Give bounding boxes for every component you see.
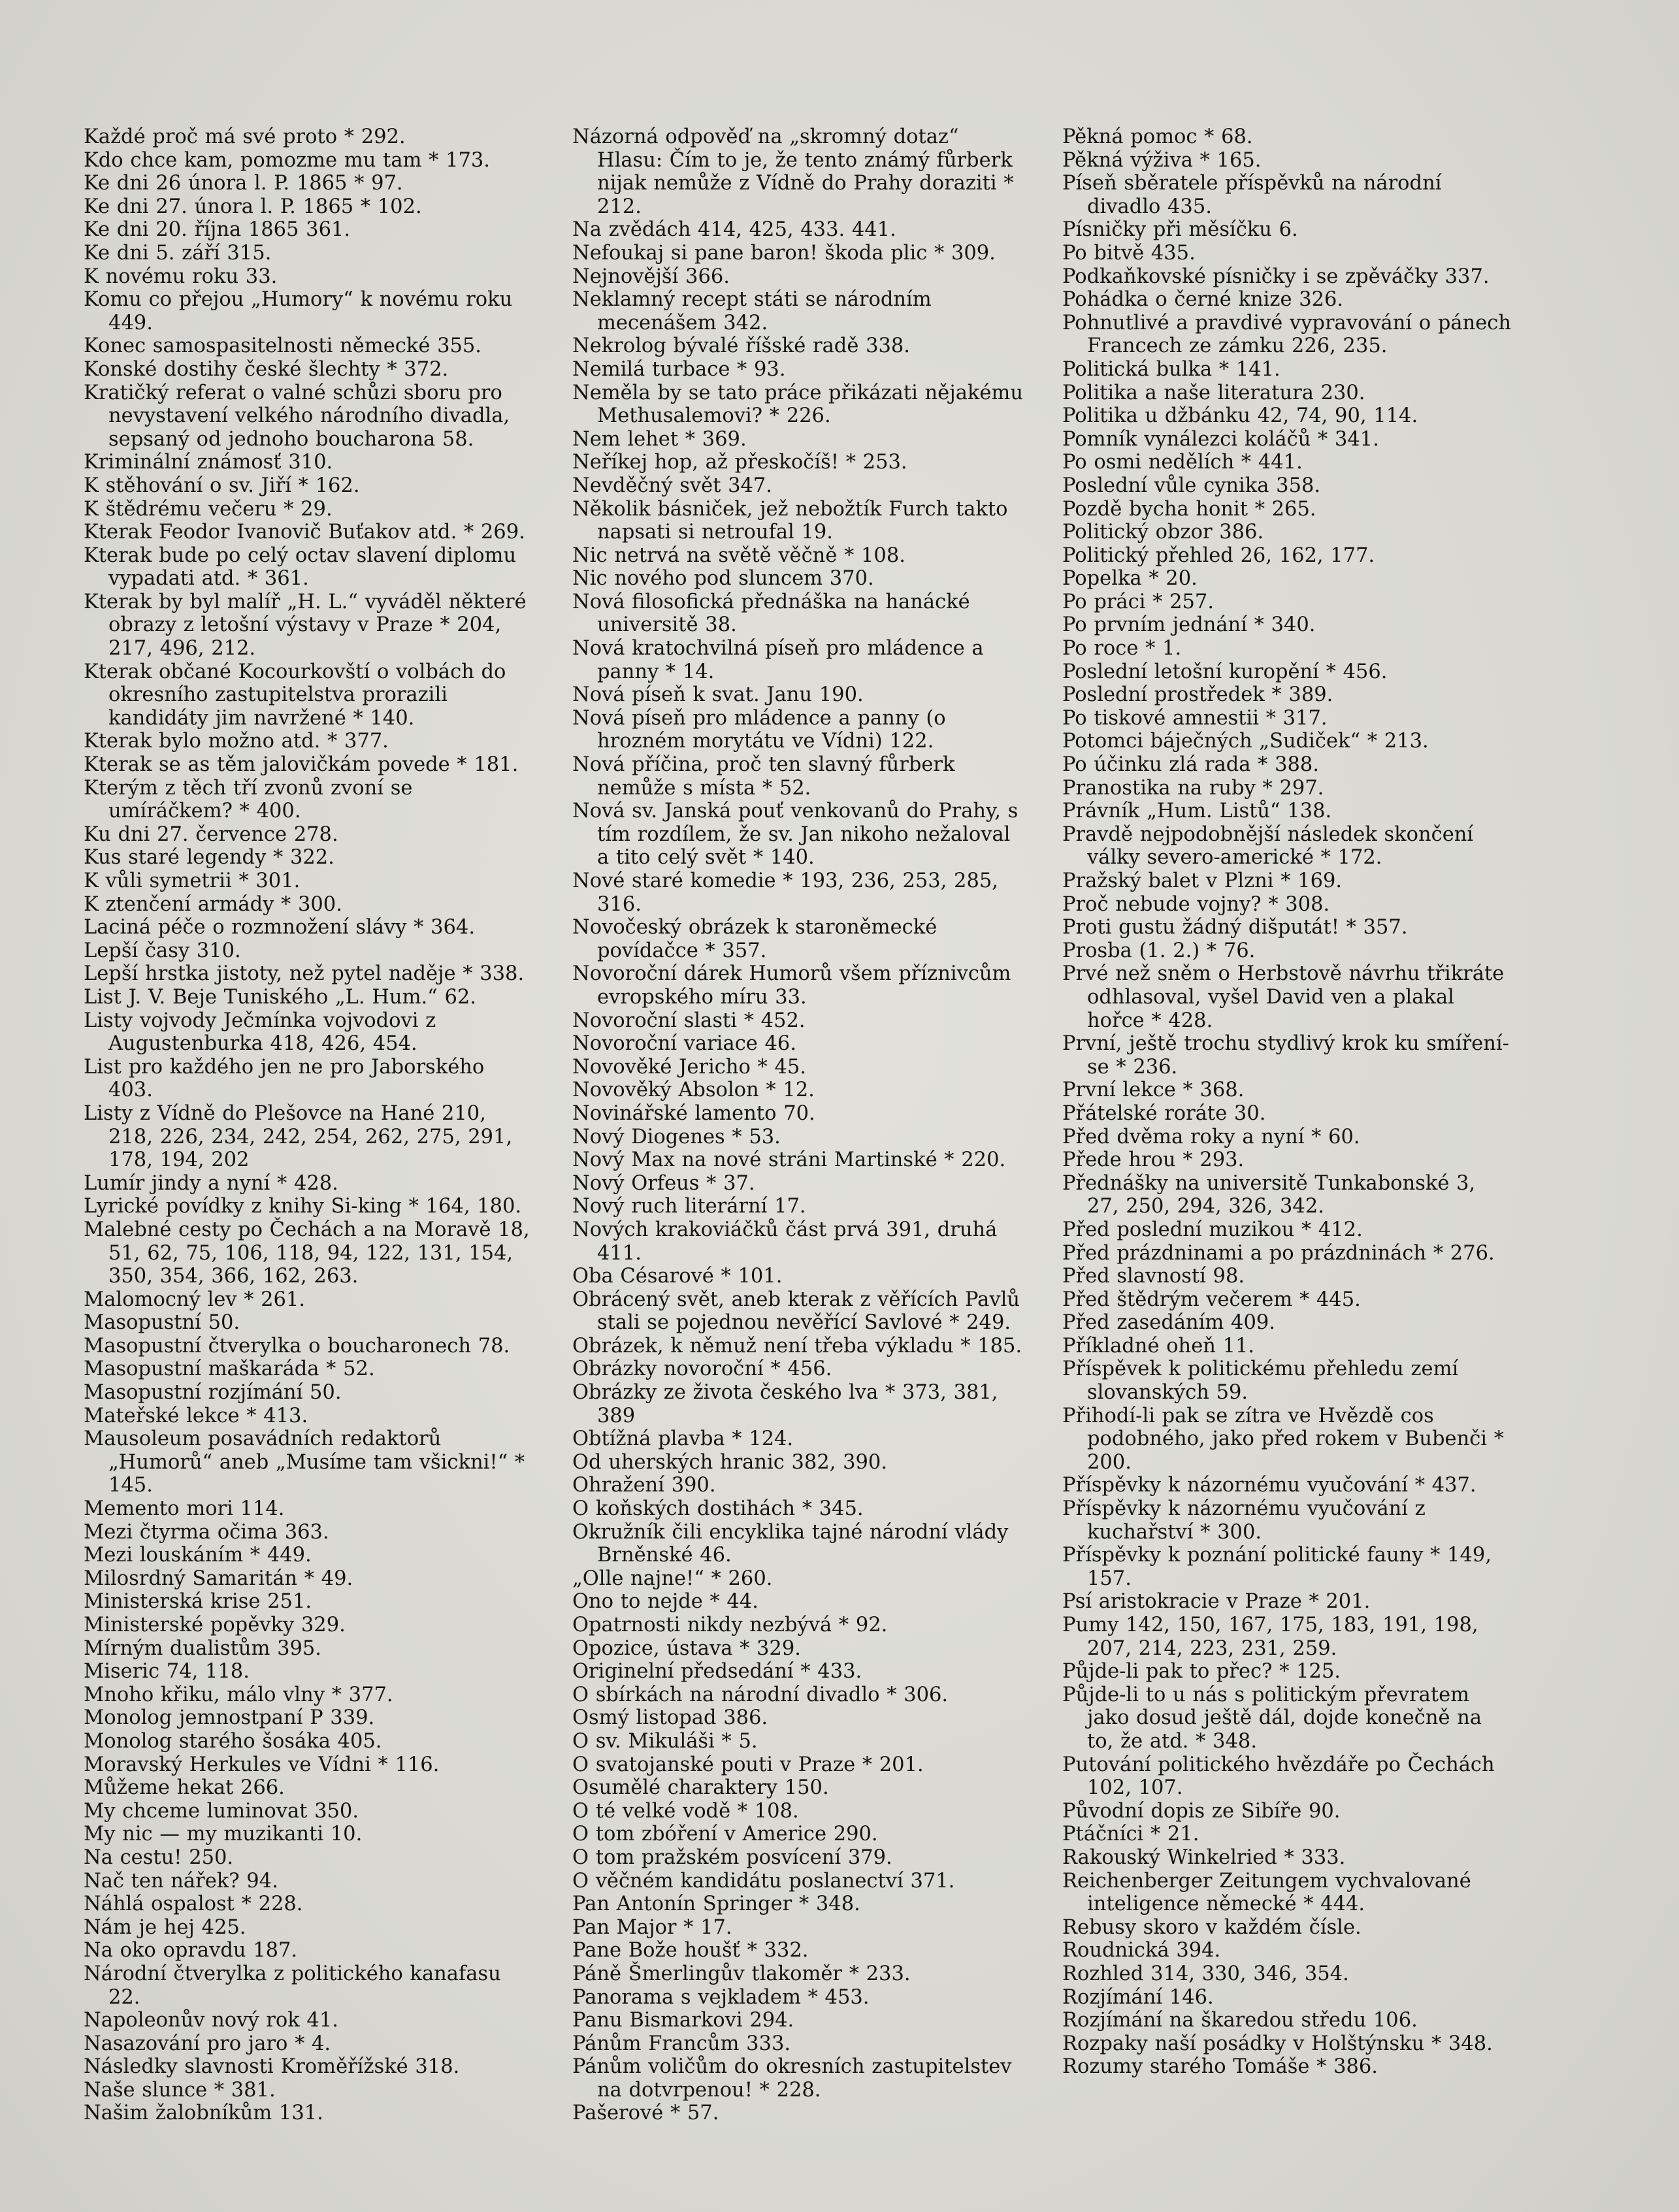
index-column-3 bbox=[1062, 125, 1513, 2079]
index-entry: Poslední prostředek * 389. bbox=[1062, 683, 1333, 707]
index-entry: Nem lehet * 369. bbox=[572, 427, 747, 451]
index-entry: Od uherských hranic 382, 390. bbox=[572, 1450, 888, 1474]
index-entry: K vůli symetrii * 301. bbox=[84, 870, 301, 892]
index-entry: Masopustní čtverylka o boucharonech 78. bbox=[84, 1334, 510, 1358]
index-entry: Roudnická 394. bbox=[1062, 1939, 1221, 1962]
index-entry: Masopustní 50. bbox=[84, 1311, 240, 1335]
index-entry: Novoroční variace 46. bbox=[572, 1032, 797, 1056]
index-entry: Příspěvky k názornému vyučování * 437. bbox=[1062, 1474, 1476, 1497]
index-entry: Obrázek, k němuž není třeba výkladu * 185. bbox=[572, 1334, 1022, 1358]
index-entry: Pánům Francům 333. bbox=[572, 2032, 791, 2055]
index-entry: Pomník vynálezci koláčů * 341. bbox=[1062, 427, 1379, 451]
index-entry: Nový Diogenes * 53. bbox=[572, 1125, 781, 1148]
index-entry: Nemilá turbace * 93. bbox=[572, 357, 786, 381]
index-entry: Prosba (1. 2.) * 76. bbox=[1062, 939, 1256, 962]
index-entry: Opozice, ústava * 329. bbox=[572, 1636, 801, 1660]
index-entry: Pohnutlivé a pravdivé vypravování o pánech Francech ze zámku 226, 235. bbox=[1062, 311, 1512, 358]
index-entry: Půjde-li pak to přec? * 125. bbox=[1062, 1660, 1341, 1683]
index-entry: Potomci báječných „Sudiček“ * 213. bbox=[1062, 730, 1429, 753]
index-entry: Kterak se as těm jalovičkám povede * 181. bbox=[84, 753, 519, 777]
index-entry: Mateřské lekce * 413. bbox=[84, 1404, 308, 1427]
index-column-1 bbox=[84, 125, 534, 2125]
index-entry: Nová píseň pro mládence a panny (o hrozném morytátu ve Vídni) 122. bbox=[572, 706, 946, 753]
index-entry: Nová píseň k svat. Janu 190. bbox=[572, 683, 864, 707]
index-entry: Kdo chce kam, pomozme mu tam * 173. bbox=[84, 148, 490, 172]
index-entry: Kterak bude po celý octav slavení diplomu vypadati atd. * 361. bbox=[84, 544, 517, 591]
index-entry: Novověký Absolon * 12. bbox=[572, 1079, 815, 1102]
index-entry: O sv. Mikuláši * 5. bbox=[572, 1729, 758, 1753]
index-entry: Malomocný lev * 261. bbox=[84, 1288, 306, 1311]
index-entry: Nasazování pro jaro * 4. bbox=[84, 2032, 331, 2055]
index-entry: Pražský balet v Plzni * 169. bbox=[1062, 870, 1343, 892]
index-entry: Pravdě nejpodobnější následek skončení války severo-americké * 172. bbox=[1062, 822, 1474, 870]
index-entry: Nový Max na nové stráni Martinské * 220. bbox=[572, 1148, 1006, 1172]
index-entry: K štědrému večeru * 29. bbox=[84, 497, 333, 521]
index-entry: O tom zbóření v Americe 290. bbox=[572, 1823, 878, 1846]
index-entry: Právník „Hum. Listů“ 138. bbox=[1062, 800, 1332, 823]
index-entry: Kratičký referat o valné schůzi sboru pro nevystavení velkého národního divadla, sepsaný od jednoho boucharona 58. bbox=[84, 381, 510, 451]
index-entry: Panorama s vejkladem * 453. bbox=[572, 1985, 870, 2009]
index-entry: Na oko opravdu 187. bbox=[84, 1939, 298, 1962]
index-entry: Politika a naše literatura 230. bbox=[1062, 381, 1365, 404]
index-entry: Obrácený svět, aneb kterak z věřících Pavlů stali se pojednou nevěřící Savlové * 249. bbox=[572, 1288, 1020, 1335]
index-entry: Oba Césarové * 101. bbox=[572, 1265, 783, 1288]
index-entry: O sbírkách na národní divadlo * 306. bbox=[572, 1683, 949, 1706]
index-entry: Novověké Jericho * 45. bbox=[572, 1055, 806, 1079]
index-entry: Před dvěma roky a nyní * 60. bbox=[1062, 1125, 1360, 1148]
index-entry: Kterým z těch tří zvonů zvoní se umíráčkem? * 400. bbox=[84, 776, 413, 823]
index-entry: Můžeme hekat 266. bbox=[84, 1776, 285, 1800]
index-entry: Novinářské lamento 70. bbox=[572, 1101, 815, 1125]
index-entry: Masopustní rozjímání 50. bbox=[84, 1381, 342, 1405]
index-entry: Ke dni 26 února l. P. 1865 * 97. bbox=[84, 172, 403, 195]
index-entry: Po osmi nedělích * 441. bbox=[1062, 451, 1303, 474]
index-entry: Názorná odpověď na „skromný dotaz“ Hlasu: Čím to je, že tento známý fůrberk nijak nemůže z Vídně do Prahy doraziti * 212. bbox=[572, 125, 1014, 218]
index-column-2 bbox=[572, 125, 1023, 2125]
index-entry: List J. V. Beje Tuniského „L. Hum.“ 62. bbox=[84, 985, 476, 1009]
index-entry: Poslední vůle cynika 358. bbox=[1062, 474, 1321, 497]
index-entry: K ztenčení armády * 300. bbox=[84, 892, 342, 916]
index-entry: Nový ruch literární 17. bbox=[572, 1195, 806, 1218]
index-entry: Obrázky novoroční * 456. bbox=[572, 1358, 832, 1381]
index-entry: „Olle najne!“ * 260. bbox=[572, 1567, 773, 1590]
index-entry: Před zasedáním 409. bbox=[1062, 1311, 1275, 1335]
index-entry: Příspěvky k poznání politické fauny * 149, 157. bbox=[1062, 1544, 1492, 1590]
index-entry: Ku dni 27. července 278. bbox=[84, 822, 338, 846]
index-entry: Politická bulka * 141. bbox=[1062, 357, 1280, 381]
index-entry: Nové staré komedie * 193, 236, 253, 285, 316. bbox=[572, 870, 998, 916]
index-entry: Každé proč má své proto * 292. bbox=[84, 125, 406, 148]
index-entry: Na cestu! 250. bbox=[84, 1846, 234, 1869]
index-entry: Nová kratochvilná píseň pro mládence a panny * 14. bbox=[572, 637, 984, 683]
index-entry: Pěkná výživa * 165. bbox=[1062, 148, 1262, 172]
index-entry: Putování politického hvězdáře po Čechách 102, 107. bbox=[1062, 1753, 1495, 1800]
index-entry: Novoroční slasti * 452. bbox=[572, 1009, 806, 1032]
index-entry: Opatrnosti nikdy nezbývá * 92. bbox=[572, 1614, 888, 1636]
index-entry: Poslední letošní kuropění * 456. bbox=[1062, 660, 1388, 683]
index-entry: Obtížná plavba * 124. bbox=[572, 1427, 794, 1451]
index-entry: Nových krakoviáčků část prvá 391, druhá 411. bbox=[572, 1218, 998, 1265]
index-entry: Miseric 74, 118. bbox=[84, 1660, 250, 1683]
index-entry: Podkaňkovské písničky i se zpěváčky 337. bbox=[1062, 265, 1490, 288]
index-entry: Přede hrou * 293. bbox=[1062, 1148, 1245, 1172]
index-entry: Rozpaky naší posádky v Holštýnsku * 348. bbox=[1062, 2032, 1493, 2055]
index-entry: O věčném kandidátu poslanectví 371. bbox=[572, 1869, 955, 1893]
index-entry: Pánům voličům do okresních zastupitelstev na dotvrpenou! * 228. bbox=[572, 2055, 1012, 2102]
index-entry: Pranostika na ruby * 297. bbox=[1062, 776, 1324, 800]
index-entry: Psí aristokracie v Praze * 201. bbox=[1062, 1590, 1371, 1614]
index-entry: Nový Orfeus * 37. bbox=[572, 1171, 755, 1195]
index-entry: Kterak Feodor Ivanovič Buťakov atd. * 269. bbox=[84, 521, 525, 544]
index-entry: Originelní předsedání * 433. bbox=[572, 1660, 862, 1683]
index-entry: Mezi louskáním * 449. bbox=[84, 1544, 312, 1567]
index-entry: Před prázdninami a po prázdninách * 276. bbox=[1062, 1241, 1495, 1265]
index-entry: Několik básniček, jež nebožtík Furch takto napsati si netroufal 19. bbox=[572, 497, 1008, 544]
index-entry: Obrázky ze života českého lva * 373, 381, 389 bbox=[572, 1381, 998, 1427]
index-entry: Nová příčina, proč ten slavný fůrberk nemůže s místa * 52. bbox=[572, 753, 955, 800]
index-entry: Před štědrým večerem * 445. bbox=[1062, 1288, 1361, 1311]
index-entry: Nekrolog bývalé říšské radě 338. bbox=[572, 334, 910, 358]
index-entry: Pozdě bycha honit * 265. bbox=[1062, 497, 1316, 521]
index-entry: Národní čtverylka z politického kanafasu 22. bbox=[84, 1962, 501, 2009]
index-entry: Po tiskové amnestii * 317. bbox=[1062, 706, 1328, 730]
index-entry: Kterak by byl malíř „H. L.“ vyváděl některé obrazy z letošní výstavy v Praze * 204, 217, 496, 212. bbox=[84, 590, 527, 660]
index-entry: My chceme luminovat 350. bbox=[84, 1799, 359, 1823]
index-entry: O svatojanské pouti v Praze * 201. bbox=[572, 1753, 924, 1776]
index-entry: Pan Antonín Springer * 348. bbox=[572, 1893, 860, 1916]
index-entry: Nic netrvá na světě věčně * 108. bbox=[572, 544, 905, 567]
index-entry: Lyrické povídky z knihy Si-king * 164, 180. bbox=[84, 1195, 522, 1218]
index-entry: Před poslední muzikou * 412. bbox=[1062, 1218, 1363, 1241]
index-entry: Novoroční dárek Humorů všem příznivcům evropského míru 33. bbox=[572, 962, 1011, 1009]
index-entry: Ono to nejde * 44. bbox=[572, 1590, 758, 1614]
index-entry: Komu co přejou „Humory“ k novému roku 449. bbox=[84, 288, 513, 334]
index-entry: Ptáčníci * 21. bbox=[1062, 1823, 1199, 1846]
index-entry: Písničky při měsíčku 6. bbox=[1062, 218, 1298, 242]
index-entry: Rozjímání na škaredou středu 106. bbox=[1062, 2009, 1418, 2032]
index-entry: Listy vojvody Ječmínka vojvodovi z Augustenburka 418, 426, 454. bbox=[84, 1009, 436, 1056]
index-entry: Proč nebude vojny? * 308. bbox=[1062, 892, 1330, 916]
index-entry: První lekce * 368. bbox=[1062, 1079, 1245, 1102]
index-entry: Mausoleum posavádních redaktorů „Humorů“ aneb „Musíme tam všickni!“ * 145. bbox=[84, 1427, 525, 1497]
index-entry: Monolog jemnostpaní P 339. bbox=[84, 1706, 375, 1730]
index-entry: Pašerové * 57. bbox=[572, 2102, 719, 2125]
index-entry: List pro každého jen ne pro Jaborského 403. bbox=[84, 1055, 485, 1102]
index-entry: Nová filosofická přednáška na hanácké universitě 38. bbox=[572, 590, 970, 637]
index-entry: Naše slunce * 381. bbox=[84, 2078, 276, 2102]
index-entry: Pane Bože houšť * 332. bbox=[572, 1939, 809, 1962]
index-entry: Před slavností 98. bbox=[1062, 1265, 1245, 1288]
index-entry: Rozumy starého Tomáše * 386. bbox=[1062, 2055, 1378, 2079]
index-entry: Po roce * 1. bbox=[1062, 637, 1182, 660]
index-entry: Masopustní maškaráda * 52. bbox=[84, 1358, 375, 1381]
index-entry: Po účinku zlá rada * 388. bbox=[1062, 753, 1320, 777]
index-entry: Laciná péče o rozmnožení slávy * 364. bbox=[84, 916, 476, 939]
index-entry: Přednášky na universitě Tunkabonské 3, 27, 250, 294, 326, 342. bbox=[1062, 1171, 1476, 1218]
index-entry: Ministerská krise 251. bbox=[84, 1590, 312, 1614]
index-entry: Osmý listopad 386. bbox=[572, 1706, 768, 1730]
index-entry: Lumír jindy a nyní * 428. bbox=[84, 1171, 338, 1195]
index-entry: Kus staré legendy * 322. bbox=[84, 846, 334, 870]
index-entry: Nefoukaj si pane baron! škoda plic * 309. bbox=[572, 241, 996, 265]
index-entry: Kterak bylo možno atd. * 377. bbox=[84, 730, 389, 753]
index-entry: Napoleonův nový rok 41. bbox=[84, 2009, 338, 2032]
index-entry: Prvé než sněm o Herbstově návrhu třikráte odhlasoval, vyšel David ven a plakal hořce * 428. bbox=[1062, 962, 1505, 1032]
index-entry: Neměla by se tato práce přikázati nějakému Methusalemovi? * 226. bbox=[572, 381, 1023, 428]
index-entry: Píseň sběratele příspěvků na národní divadlo 435. bbox=[1062, 172, 1442, 218]
index-entry: Monolog starého šosáka 405. bbox=[84, 1729, 382, 1753]
index-entry: Ke dni 5. září 315. bbox=[84, 241, 272, 265]
index-entry: Rozjímání 146. bbox=[1062, 1985, 1214, 2009]
index-entry: Rakouský Winkelried * 333. bbox=[1062, 1846, 1346, 1869]
index-entry: Konské dostihy české šlechty * 372. bbox=[84, 357, 449, 381]
index-entry: Přátelské roráte 30. bbox=[1062, 1101, 1266, 1125]
index-entry: Lepší hrstka jistoty, než pytel naděje * 338. bbox=[84, 962, 525, 986]
index-entry: Kriminální známosť 310. bbox=[84, 451, 333, 474]
index-entry: K novému roku 33. bbox=[84, 265, 278, 288]
index-entry: Neklamný recept státi se národním mecenášem 342. bbox=[572, 288, 932, 334]
index-entry: My nic — my muzikanti 10. bbox=[84, 1823, 363, 1846]
index-entry: Pohádka o černé knize 326. bbox=[1062, 288, 1344, 312]
index-entry: Popelka * 20. bbox=[1062, 567, 1198, 591]
index-entry: Ke dni 20. října 1865 361. bbox=[84, 218, 351, 242]
index-entry: Okružník čili encyklika tajné národní vlády Brněnské 46. bbox=[572, 1520, 1009, 1567]
index-entry: Pěkná pomoc * 68. bbox=[1062, 125, 1253, 148]
index-entry: O tom pražském posvícení 379. bbox=[572, 1846, 892, 1869]
index-entry: Po prvním jednání * 340. bbox=[1062, 613, 1316, 637]
index-entry: Ke dni 27. února l. P. 1865 * 102. bbox=[84, 195, 422, 218]
index-entry: Listy z Vídně do Plešovce na Hané 210, 218, 226, 234, 242, 254, 262, 275, 291, 178, 194, 202 bbox=[84, 1101, 513, 1172]
index-entry: Na zvědách 414, 425, 433. 441. bbox=[572, 218, 896, 242]
index-entry: Proti gustu žádný dišputát! * 357. bbox=[1062, 916, 1408, 939]
index-entry: Páně Šmerlingův tlakoměr * 233. bbox=[572, 1962, 911, 1985]
index-entry: Lepší časy 310. bbox=[84, 939, 241, 962]
index-entry: Reichenberger Zeitungem vychvalované inteligence německé * 444. bbox=[1062, 1869, 1471, 1916]
index-entry: Mnoho křiku, málo vlny * 377. bbox=[84, 1683, 393, 1706]
index-entry: První, ještě trochu stydlivý krok ku smíření-se * 236. bbox=[1062, 1032, 1509, 1079]
index-entry: Nám je hej 425. bbox=[84, 1915, 246, 1939]
index-entry: O koňských dostihách * 345. bbox=[572, 1497, 864, 1521]
index-entry: Našim žalobníkům 131. bbox=[84, 2102, 323, 2125]
index-entry: Kterak občané Kocourkovští o volbách do okresního zastupitelstva prorazili kandidáty jim navržené * 140. bbox=[84, 660, 506, 730]
index-entry: Malebné cesty po Čechách a na Moravě 18, 51, 62, 75, 106, 118, 94, 122, 131, 154, 350, 354, 366, 162, 263. bbox=[84, 1218, 530, 1288]
index-entry: Příspěvky k názornému vyučování z kuchařství * 300. bbox=[1062, 1497, 1426, 1544]
index-entry: Nač ten nářek? 94. bbox=[84, 1869, 278, 1893]
index-entry: Půjde-li to u nás s politickým převratem jako dosud ještě dál, dojde konečně na to, že atd. * 348. bbox=[1062, 1683, 1482, 1753]
index-entry: Ministerské popěvky 329. bbox=[84, 1614, 346, 1636]
index-entry: Nejnovější 366. bbox=[572, 265, 730, 288]
index-entry: O té velké vodě * 108. bbox=[572, 1799, 799, 1823]
index-entry: Nic nového pod sluncem 370. bbox=[572, 567, 874, 591]
index-entry: Milosrdný Samaritán * 49. bbox=[84, 1567, 353, 1590]
index-entry: Konec samospasitelnosti německé 355. bbox=[84, 334, 481, 358]
index-entry: Následky slavnosti Kroměřížské 318. bbox=[84, 2055, 460, 2079]
index-entry: Náhlá ospalost * 228. bbox=[84, 1893, 303, 1916]
index-entry: Nová sv. Janská pouť venkovanů do Prahy, s tím rozdílem, že sv. Jan nikoho nežaloval a tito celý svět * 140. bbox=[572, 800, 1019, 870]
index-entry: K stěhování o sv. Jiří * 162. bbox=[84, 474, 360, 497]
index-entry: Pan Major * 17. bbox=[572, 1915, 732, 1939]
index-entry: Rebusy skoro v každém čísle. bbox=[1062, 1915, 1361, 1939]
index-entry: Memento mori 114. bbox=[84, 1497, 285, 1521]
index-entry: Mírným dualistům 395. bbox=[84, 1636, 321, 1660]
index-entry: Příspěvek k politickému přehledu zemí slovanských 59. bbox=[1062, 1358, 1459, 1405]
index-entry: Přihodí-li pak se zítra ve Hvězdě cos podobného, jako před rokem v Bubenči * 200. bbox=[1062, 1404, 1505, 1474]
index-entry: Po bitvě 435. bbox=[1062, 241, 1196, 265]
index-entry: Osumělé charaktery 150. bbox=[572, 1776, 829, 1800]
index-entry: Příkladné oheň 11. bbox=[1062, 1334, 1255, 1358]
index-entry: Rozhled 314, 330, 346, 354. bbox=[1062, 1962, 1349, 1985]
index-entry: Původní dopis ze Sibíře 90. bbox=[1062, 1799, 1341, 1823]
index-entry: Nevděčný svět 347. bbox=[572, 474, 772, 497]
index-entry: Ohražení 390. bbox=[572, 1474, 716, 1497]
index-entry: Mezi čtyrma očima 363. bbox=[84, 1520, 329, 1544]
index-entry: Panu Bismarkovi 294. bbox=[572, 2009, 794, 2032]
index-entry: Neříkej hop, až přeskočíš! * 253. bbox=[572, 451, 907, 474]
index-entry: Politika u džbánku 42, 74, 90, 114. bbox=[1062, 404, 1418, 428]
index-entry: Pumy 142, 150, 167, 175, 183, 191, 198, 207, 214, 223, 231, 259. bbox=[1062, 1614, 1478, 1660]
index-entry: Politický obzor 386. bbox=[1062, 521, 1264, 544]
index-entry: Po práci * 257. bbox=[1062, 590, 1214, 613]
index-entry: Moravský Herkules ve Vídni * 116. bbox=[84, 1753, 440, 1776]
index-entry: Politický přehled 26, 162, 177. bbox=[1062, 544, 1375, 567]
index-entry: Novočeský obrázek k staroněmecké povídačce * 357. bbox=[572, 916, 937, 962]
